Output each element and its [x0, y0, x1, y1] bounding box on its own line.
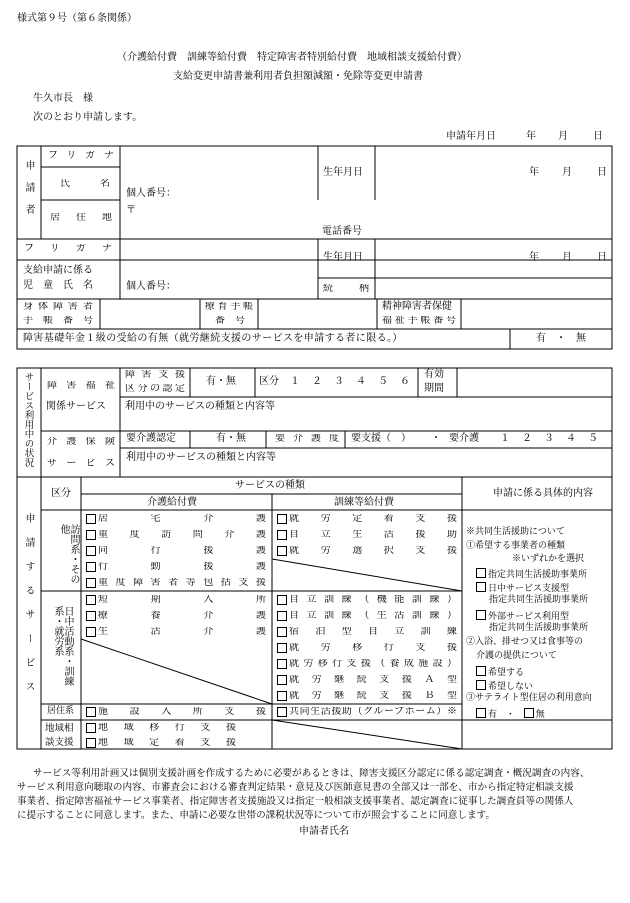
postal-mark: 〒	[126, 205, 136, 216]
signature-label: 申請者氏名	[299, 826, 349, 837]
applicant-birth-month: 月	[562, 167, 572, 178]
opt3-checkbox[interactable]	[476, 610, 486, 620]
date-year: 年	[526, 131, 536, 142]
consent-line-3: 事業者、指定障害福祉サービス事業者、指定障害者支援施設又は指定一般相談支援事業者、認定調査に従事した調査員等の関係人	[17, 796, 574, 807]
kaigo-day-2-label: 生活介護	[98, 627, 266, 637]
kaigo-item-1-label: 重度訪問介護	[98, 530, 266, 540]
detail-opt3b: 指定共同生活援助事業所	[489, 623, 589, 633]
kunren-day-6-label: 就労継続支援Ｂ型	[289, 691, 457, 701]
category-chiiki-1: 地域相	[45, 723, 74, 734]
kubun-header: 区分	[51, 488, 71, 499]
child-furigana-label: フリガナ	[24, 244, 112, 254]
applicant-section-label: 申請者	[23, 160, 34, 226]
phone-label: 電話番号	[322, 226, 362, 237]
kunren-benefit-header: 訓練等給付費	[334, 497, 394, 508]
kaigo-item-0-label: 居宅介護	[98, 514, 266, 524]
kunren-item-2-checkbox[interactable]	[277, 546, 287, 556]
form-subtitle: （介護給付費 訓練等給付費 特定障害者特別給付費 地域相談支援給付費）	[117, 52, 467, 63]
kunren-day-1-label: 自立訓練（生活訓練）	[289, 611, 457, 621]
kunren-day-2-row[interactable]	[277, 627, 457, 637]
applicant-name-label: 氏名	[60, 179, 110, 189]
kunren-day-1-checkbox[interactable]	[277, 611, 287, 621]
kunren-home-row[interactable]	[277, 707, 457, 717]
category-visit: 訪問系・その他	[58, 524, 79, 584]
kunren-item-0-label: 就労定着支援	[289, 514, 457, 524]
care-in-use-label: 利用中のサービスの種類と内容等	[126, 452, 276, 463]
kunren-day-0-label: 自立訓練（機能訓練）	[289, 595, 457, 605]
detail-note-title: ※共同生活援助について	[466, 527, 565, 537]
kaigo-dot: ・	[431, 433, 441, 444]
physical-handbook-label-1: 身体障害者	[23, 302, 93, 312]
detail-opt3: 外部サービス利用型	[488, 612, 570, 622]
kunren-day-3-checkbox[interactable]	[277, 643, 287, 653]
detail-opt1: 指定共同生活援助事業所	[488, 570, 588, 580]
kaigo-day-1-label: 療養介護	[98, 611, 266, 621]
detail-q2: ②入浴、排せつ又は食事等の	[466, 637, 584, 647]
kubun-levels[interactable]: １ ２ ３ ４ ５ ６	[290, 376, 411, 387]
consent-line-1: サービス等利用計画又は個別支援計画を作成するために必要があるときは、障害支援区分認定に係る認定調査・概況調査の内容、	[33, 768, 590, 779]
kaigo-day-2-row[interactable]	[86, 627, 266, 637]
kaigo-item-4-checkbox[interactable]	[86, 578, 96, 588]
relation-label: 続柄	[323, 284, 369, 294]
welfare-label-2: 関係サービス	[46, 401, 106, 412]
detail-q2b: 介護の提供について	[476, 651, 557, 661]
kunren-day-0-row[interactable]	[277, 595, 457, 605]
usage-section-label: サービス利用中の状況	[22, 372, 34, 467]
kaigo-item-2-label: 同行援護	[98, 546, 266, 556]
kaigo-home-checkbox[interactable]	[86, 707, 96, 717]
kaigo-item-3-checkbox[interactable]	[86, 562, 96, 572]
kaigo-cert-label: 要介護認定	[126, 433, 176, 444]
kunren-item-0-row[interactable]	[277, 514, 457, 524]
chiiki-1-row[interactable]	[86, 738, 236, 748]
kaigo-home-label: 施設入所支援	[98, 707, 266, 717]
category-day: 日中活動系・訓練系・就労系	[52, 606, 73, 686]
want-checkbox[interactable]	[476, 666, 486, 676]
child-name-label-1: 支給申請に係る	[23, 265, 93, 276]
child-birth-month: 月	[562, 252, 572, 263]
cert-yes-no[interactable]: 有・無	[206, 376, 236, 387]
valid-period-label-1: 有効	[424, 369, 444, 380]
kunren-item-1-row[interactable]	[277, 530, 457, 540]
kaigo-levels[interactable]: １ ２ ３ ４ ５	[500, 433, 599, 444]
satellite-yes-checkbox[interactable]	[476, 708, 486, 718]
detail-opt2-row[interactable]	[476, 582, 569, 594]
detail-opt2b: 指定共同生活援助事業所	[489, 595, 589, 605]
kunren-day-2-checkbox[interactable]	[277, 627, 287, 637]
service-kind-header: サービスの種類	[235, 480, 305, 491]
kaigo-item-3-label: 行動援護	[98, 562, 266, 572]
kaigo-item-0-checkbox[interactable]	[86, 514, 96, 524]
pension-question: 障害基礎年金１級の受給の有無（就労継続支援のサービスを申請する者に限る。）	[23, 333, 403, 344]
physical-handbook-label-2: 手帳番号	[23, 316, 93, 326]
detail-want-row[interactable]	[476, 666, 524, 678]
kunren-day-5-row[interactable]	[277, 675, 457, 685]
applicant-my-number-label: 個人番号：	[126, 188, 176, 199]
kaigo-day-1-checkbox[interactable]	[86, 611, 96, 621]
kunren-home-checkbox[interactable]	[277, 707, 287, 717]
kunren-day-5-label: 就労継続支援Ａ型	[289, 675, 457, 685]
detail-opt2: 日中サービス支援型	[488, 584, 570, 594]
kaigo-item-1-checkbox[interactable]	[86, 530, 96, 540]
kaigo-level-label: 要介護度	[275, 434, 339, 444]
valid-period-label-2: 期間	[424, 383, 444, 394]
care-insurance-label-2: サービス	[47, 459, 115, 469]
chiiki-0-row[interactable]	[86, 723, 236, 733]
kunren-item-2-row[interactable]	[277, 546, 457, 556]
kaigo-cert-yes-no[interactable]: 有・無	[216, 433, 246, 444]
detail-satellite-row[interactable]	[476, 708, 545, 720]
kunren-item-1-label: 自立生活援助	[289, 530, 457, 540]
satellite-yes: 有	[488, 710, 498, 720]
kaigo-item-2-row[interactable]	[86, 546, 266, 556]
consent-line-4: に提示することに同意します。また、申請に必要な世帯の課税状況等について市が照会することに同意します。	[17, 810, 495, 821]
cert-label-2: 区分の認定	[125, 384, 185, 394]
kaigo-home-row[interactable]	[86, 707, 266, 717]
kunren-day-4-row[interactable]	[277, 659, 457, 669]
kubun-label: 区分	[259, 376, 279, 387]
ryoiku-handbook-label-2: 番号	[215, 316, 245, 326]
chiiki-1-checkbox[interactable]	[86, 738, 96, 748]
kaigo-item-0-row[interactable]	[86, 514, 266, 524]
kunren-home-label: 共同生活援助（グループホーム）※	[289, 707, 457, 717]
shien-option[interactable]: 要支援（ ）	[351, 433, 411, 444]
cert-label-1: 障害支援	[125, 370, 185, 380]
kaigo-day-0-row[interactable]	[86, 595, 266, 605]
applicant-furigana-label: フリガナ	[48, 151, 114, 161]
kunren-day-0-checkbox[interactable]	[277, 595, 287, 605]
request-section-label: 申請するサービス	[23, 513, 34, 705]
lead-text: 次のとおり申請します。	[33, 112, 143, 123]
chiiki-0-label: 地域移行支援	[98, 723, 236, 733]
kunren-item-0-checkbox[interactable]	[277, 514, 287, 524]
kunren-day-3-row[interactable]	[277, 643, 457, 653]
detail-q1: ①希望する事業者の種類	[466, 541, 566, 551]
detail-q1-sub: ※いずれかを選択	[512, 554, 585, 564]
child-birth-year: 年	[529, 252, 539, 263]
kunren-day-2-label: 宿泊型自立訓練	[289, 627, 457, 637]
child-my-number-label: 個人番号：	[126, 281, 176, 292]
form-title: 支給変更申請書兼利用者負担額減額・免除等変更申請書	[173, 71, 423, 82]
welfare-label-1: 障害福祉	[47, 381, 115, 391]
kaigo-item-3-row[interactable]	[86, 562, 266, 572]
date-month: 月	[558, 131, 568, 142]
applicant-birth-day: 日	[597, 167, 607, 178]
kunren-day-1-row[interactable]	[277, 611, 457, 621]
opt1-checkbox[interactable]	[476, 568, 486, 578]
applicant-birth-year: 年	[529, 167, 539, 178]
form-number: 様式第９号（第６条関係）	[17, 13, 137, 24]
child-name-label-2: 児 童 氏 名	[23, 280, 93, 291]
consent-line-2: サービス利用意向聴取の内容、市審査会における審査判定結果・意見及び医師意見書の全部又は一部を、市から指定特定相談支援	[17, 782, 574, 793]
detail-not-want: 希望しない	[488, 682, 534, 692]
kunren-day-4-label: 就労移行支援（養成施設）	[289, 659, 457, 669]
kaigo-option-label: 要介護	[449, 433, 479, 444]
date-day: 日	[593, 131, 603, 142]
care-insurance-label-1: 介護保険	[47, 437, 115, 447]
kaigo-item-4-label: 重度障害者等包括支援	[98, 578, 266, 588]
kaigo-day-0-checkbox[interactable]	[86, 595, 96, 605]
kunren-day-3-label: 就労移行支援	[289, 643, 457, 653]
category-home: 居住系	[47, 706, 75, 716]
application-date-label: 申請年月日	[446, 131, 496, 142]
detail-opt1-row[interactable]	[476, 568, 587, 580]
kunren-day-5-checkbox[interactable]	[277, 675, 287, 685]
kaigo-day-0-label: 短期入所	[98, 595, 266, 605]
applicant-address-label: 居住地	[50, 213, 112, 223]
pension-choice[interactable]: 有 ・ 無	[536, 333, 586, 344]
applicant-birth-label: 生年月日	[323, 167, 363, 178]
kaigo-day-1-row[interactable]	[86, 611, 266, 621]
kaigo-item-1-row[interactable]	[86, 530, 266, 540]
kunren-day-4-checkbox[interactable]	[277, 659, 287, 669]
kunren-day-6-checkbox[interactable]	[277, 691, 287, 701]
child-birth-label: 生年月日	[323, 252, 363, 263]
detail-not-want-row[interactable]	[476, 680, 533, 692]
kunren-item-2-label: 就労選択支援	[289, 546, 457, 556]
kaigo-item-2-checkbox[interactable]	[86, 546, 96, 556]
kunren-day-6-row[interactable]	[277, 691, 457, 701]
detail-want: 希望する	[488, 668, 525, 678]
satellite-dot: ・	[505, 710, 515, 720]
child-birth-day: 日	[597, 252, 607, 263]
ryoiku-handbook-label-1: 療育手帳	[205, 302, 253, 312]
chiiki-1-label: 地域定着支援	[98, 738, 236, 748]
detail-opt3-row[interactable]	[476, 610, 569, 622]
chiiki-0-checkbox[interactable]	[86, 723, 96, 733]
kunren-item-1-checkbox[interactable]	[277, 530, 287, 540]
opt2-checkbox[interactable]	[476, 582, 486, 592]
detail-q3: ③サテライト型住居の利用意向	[466, 693, 592, 703]
mental-handbook-label-2: 福祉手帳番号	[382, 316, 456, 326]
satellite-no: 無	[535, 710, 545, 720]
category-chiiki-2: 談支援	[45, 737, 74, 748]
detail-header: 申請に係る具体的内容	[493, 488, 593, 499]
mental-handbook-label-1: 精神障害者保健	[382, 301, 452, 312]
addressee: 牛久市長 様	[33, 93, 93, 104]
not-want-checkbox[interactable]	[476, 680, 486, 690]
kaigo-item-4-row[interactable]	[86, 578, 266, 588]
kaigo-day-2-checkbox[interactable]	[86, 627, 96, 637]
kaigo-benefit-header: 介護給付費	[147, 497, 197, 508]
welfare-in-use-label: 利用中のサービスの種類と内容等	[125, 401, 275, 412]
satellite-no-checkbox[interactable]	[524, 708, 534, 718]
